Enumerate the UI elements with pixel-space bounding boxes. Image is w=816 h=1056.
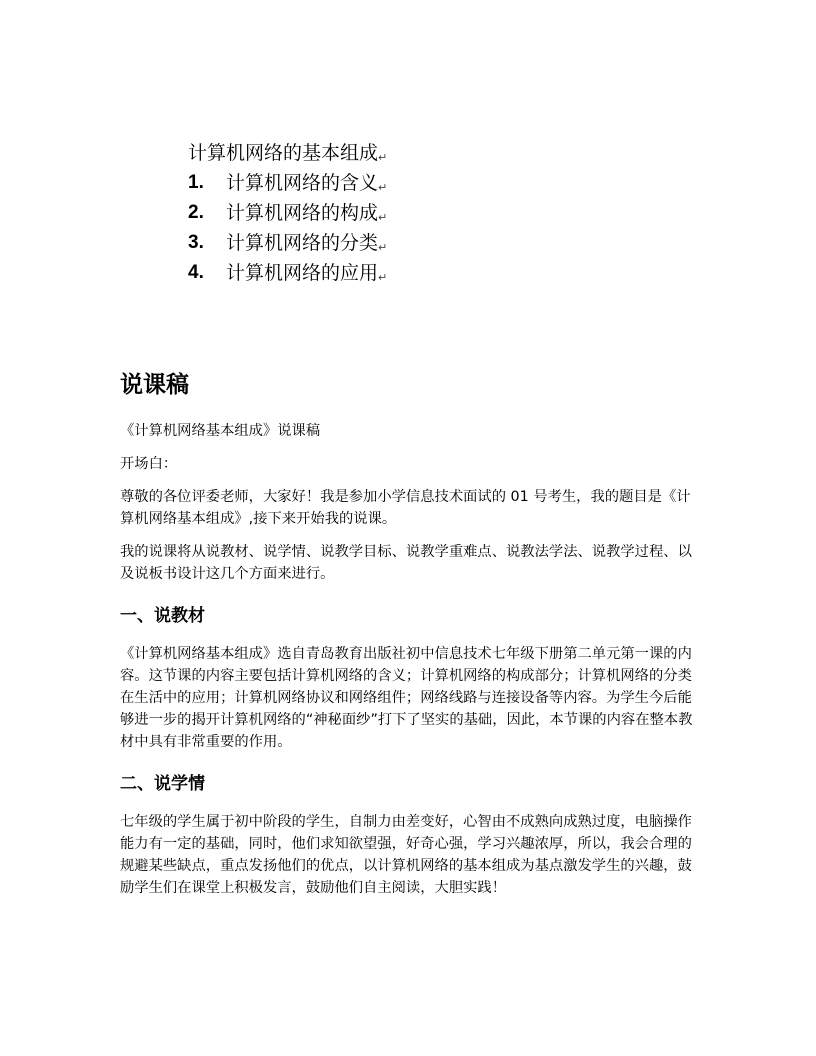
opening-paragraph: 尊敬的各位评委老师，大家好！我是参加小学信息技术面试的 01 号考生，我的题目是《计算机网络基本组成》,接下来开始我的说课。 [120,489,691,527]
section-heading-students: 二、说学情 [120,774,205,794]
outline-item-number: 1. [188,172,204,193]
document-title: 说课稿 [120,372,189,398]
outline-item [188,230,488,256]
outline-item [188,200,488,226]
outline-item-text: 计算机网络的构成↵ [226,202,388,224]
outline-item-number: 4. [188,262,204,283]
outline-item [188,170,488,196]
outline-block [188,140,488,286]
section-heading-textbook: 一、说教材 [120,606,205,626]
paragraph-mark-icon: ↵ [378,271,388,284]
outline-item [188,260,488,286]
paragraph-mark-icon: ↵ [378,241,388,254]
outline-item-number: 2. [188,202,204,223]
section-body-textbook: 《计算机网络基本组成》选自青岛教育出版社初中信息技术七年级下册第二单元第一课的内容。这节课的内容主要包括计算机网络的含义；计算机网络的构成部分；计算机网络的分类在生活中的应用；计算机网络协议和网络组件；网络线路与连接设备等内容。为学生今后能够进一步的揭开计算机网络的“神秘面纱”打下了坚实的基础，因此，本节课的内容在整本教材中具有非常重要的作用。 [120,646,693,750]
document-body [120,368,702,910]
opening-label: 开场白： [120,456,178,472]
outline-item-text: 计算机网络的应用↵ [226,262,388,284]
outline-title [188,140,488,166]
outline-item-text: 计算机网络的含义↵ [226,172,388,194]
section-body-students: 七年级的学生属于初中阶段的学生，自制力由差变好，心智由不成熟向成熟过度，电脑操作能力有一定的基础，同时，他们求知欲望强，好奇心强，学习兴趣浓厚，所以，我会合理的规避某些缺点，重点发扬他们的优点，以计算机网络的基本组成为基点激发学生的兴趣，鼓励学生们在课堂上积极发言，鼓励他们自主阅读，大胆实践！ [120,814,692,896]
paragraph-mark-icon: ↵ [378,211,388,224]
outline-item-text: 计算机网络的分类↵ [226,232,388,254]
outline-item-number: 3. [188,232,204,253]
document-subtitle: 《计算机网络基本组成》说课稿 [120,423,321,439]
outline-title-text: 计算机网络的基本组成 [188,142,379,164]
intro-paragraph: 我的说课将从说教材、说学情、说教学目标、说教学重难点、说教法学法、说教学过程、以及说板书设计这几个方面来进行。 [120,544,692,582]
paragraph-mark-icon: ↵ [378,151,388,164]
paragraph-mark-icon: ↵ [378,181,388,194]
